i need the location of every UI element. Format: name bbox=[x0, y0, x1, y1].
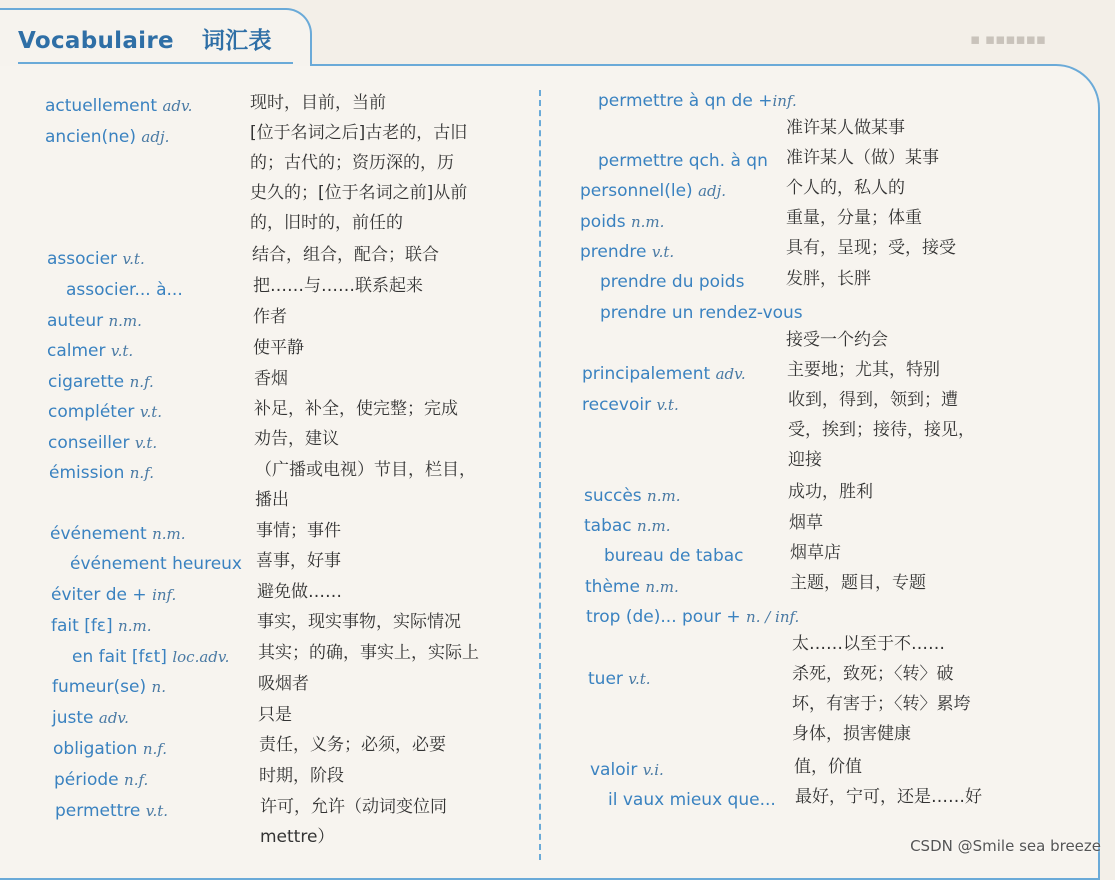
vocab-subterm: permettre qch. à qn bbox=[598, 151, 768, 171]
vocab-term: éviter de + inf. bbox=[51, 585, 177, 605]
vocab-term: succès n.m. bbox=[584, 486, 681, 506]
vocab-definition: 具有，呈现；受，接受 bbox=[786, 238, 956, 258]
bleed-text: ▪ ▪▪▪▪▪▪ bbox=[970, 30, 1046, 48]
vocab-definition: 准许某人做某事 bbox=[786, 118, 905, 138]
vocab-term: calmer v.t. bbox=[47, 341, 134, 361]
vocab-definition: 劝告，建议 bbox=[254, 429, 339, 449]
vocab-term: recevoir v.t. bbox=[582, 395, 679, 415]
vocab-term: tuer v.t. bbox=[588, 669, 651, 689]
vocab-subterm: bureau de tabac bbox=[604, 546, 744, 566]
vocab-definition: 收到，得到，领到；遭 受，挨到；接待，接见， 迎接 bbox=[788, 390, 975, 470]
vocab-definition: 杀死，致死；〈转〉破 坏，有害于；〈转〉累垮 身体，损害健康 bbox=[792, 664, 971, 744]
vocab-definition: 发胖，长胖 bbox=[786, 269, 871, 289]
vocab-definition: 重量，分量；体重 bbox=[786, 208, 922, 228]
title-french: Vocabulaire bbox=[18, 28, 174, 54]
vocab-definition: 吸烟者 bbox=[258, 674, 309, 694]
vocab-term: trop (de)... pour + n. / inf. bbox=[586, 607, 800, 627]
vocab-definition: 责任，义务；必须，必要 bbox=[259, 735, 446, 755]
vocab-term: valoir v.i. bbox=[590, 760, 664, 780]
vocab-definition: 补足，补全，使完整；完成 bbox=[254, 399, 458, 419]
vocab-definition: 准许某人（做）某事 bbox=[786, 148, 939, 168]
vocab-definition: 接受一个约会 bbox=[786, 330, 888, 350]
vocab-definition: 太……以至于不…… bbox=[792, 634, 945, 654]
vocab-definition: 时期，阶段 bbox=[259, 766, 344, 786]
vocab-definition: 值，价值 bbox=[794, 757, 862, 777]
vocab-definition: 事情；事件 bbox=[256, 521, 341, 541]
vocab-subterm: prendre un rendez-vous bbox=[600, 303, 803, 323]
vocab-term: conseiller v.t. bbox=[48, 433, 158, 453]
vocab-definition: 主要地；尤其，特别 bbox=[787, 360, 940, 380]
vocab-term: période n.f. bbox=[54, 770, 149, 790]
vocab-definition: 成功，胜利 bbox=[788, 482, 873, 502]
vocab-definition: （广播或电视）节目，栏目， 播出 bbox=[255, 460, 476, 510]
vocab-definition: 主题，题目，专题 bbox=[790, 573, 926, 593]
vocab-subterm: il vaux mieux que... bbox=[608, 790, 776, 810]
vocab-definition: 把……与……联系起来 bbox=[253, 276, 423, 296]
vocab-definition: 使平静 bbox=[253, 338, 304, 358]
vocab-term: cigarette n.f. bbox=[48, 372, 154, 392]
vocab-definition: 许可，允许（动词变位同 mettre） bbox=[260, 797, 447, 847]
vocab-definition: 喜事，好事 bbox=[256, 551, 341, 571]
vocab-term: permettre v.t. bbox=[55, 801, 169, 821]
title-chinese: 词汇表 bbox=[201, 28, 272, 54]
vocab-term: fumeur(se) n. bbox=[52, 677, 166, 697]
vocab-term: tabac n.m. bbox=[584, 516, 671, 536]
vocab-definition: 现时，目前，当前 bbox=[250, 93, 386, 113]
vocab-term: émission n.f. bbox=[49, 463, 154, 483]
vocab-term: associer v.t. bbox=[47, 249, 145, 269]
vocab-term: ancien(ne) adj. bbox=[45, 127, 170, 147]
vocab-definition: 香烟 bbox=[254, 369, 288, 389]
column-divider bbox=[539, 90, 541, 860]
vocab-term: événement n.m. bbox=[50, 524, 186, 544]
vocab-term: personnel(le) adj. bbox=[580, 181, 727, 201]
vocab-definition: 避免做…… bbox=[257, 582, 342, 602]
vocab-term: compléter v.t. bbox=[48, 402, 163, 422]
vocab-subterm: événement heureux bbox=[70, 554, 242, 574]
vocab-subterm: en fait [fɛt] loc.adv. bbox=[72, 647, 230, 667]
vocab-term: thème n.m. bbox=[585, 577, 679, 597]
vocab-term: auteur n.m. bbox=[47, 311, 142, 331]
vocab-subterm: permettre à qn de +inf. bbox=[598, 91, 797, 111]
vocab-definition: 作者 bbox=[253, 307, 287, 327]
vocab-definition: 事实，现实事物，实际情况 bbox=[257, 612, 461, 632]
vocab-definition: 个人的，私人的 bbox=[786, 178, 905, 198]
vocab-definition: 烟草店 bbox=[790, 543, 841, 563]
vocab-definition: [位于名词之后]古老的，古旧 的；古代的；资历深的，历 史久的；[位于名词之前]从前 的，旧时的，前任的 bbox=[250, 123, 468, 233]
vocab-subterm: associer... à... bbox=[66, 280, 183, 300]
vocab-definition: 其实；的确，事实上，实际上 bbox=[258, 643, 479, 663]
vocab-term: obligation n.f. bbox=[53, 739, 168, 759]
vocab-definition: 烟草 bbox=[789, 513, 823, 533]
vocab-definition: 结合，组合，配合；联合 bbox=[252, 245, 439, 265]
vocab-term: principalement adv. bbox=[582, 364, 746, 384]
vocab-definition: 只是 bbox=[258, 705, 292, 725]
vocab-term: actuellement adv. bbox=[45, 96, 193, 116]
vocab-term: fait [fɛ] n.m. bbox=[51, 616, 152, 636]
vocab-subterm: prendre du poids bbox=[600, 272, 745, 292]
vocab-term: poids n.m. bbox=[580, 212, 665, 232]
vocab-term: prendre v.t. bbox=[580, 242, 675, 262]
page-title bbox=[18, 22, 272, 55]
vocab-term: juste adv. bbox=[52, 708, 129, 728]
title-underline bbox=[18, 62, 293, 64]
vocab-definition: 最好，宁可，还是……好 bbox=[795, 787, 982, 807]
watermark: CSDN @Smile sea breeze bbox=[910, 837, 1101, 855]
